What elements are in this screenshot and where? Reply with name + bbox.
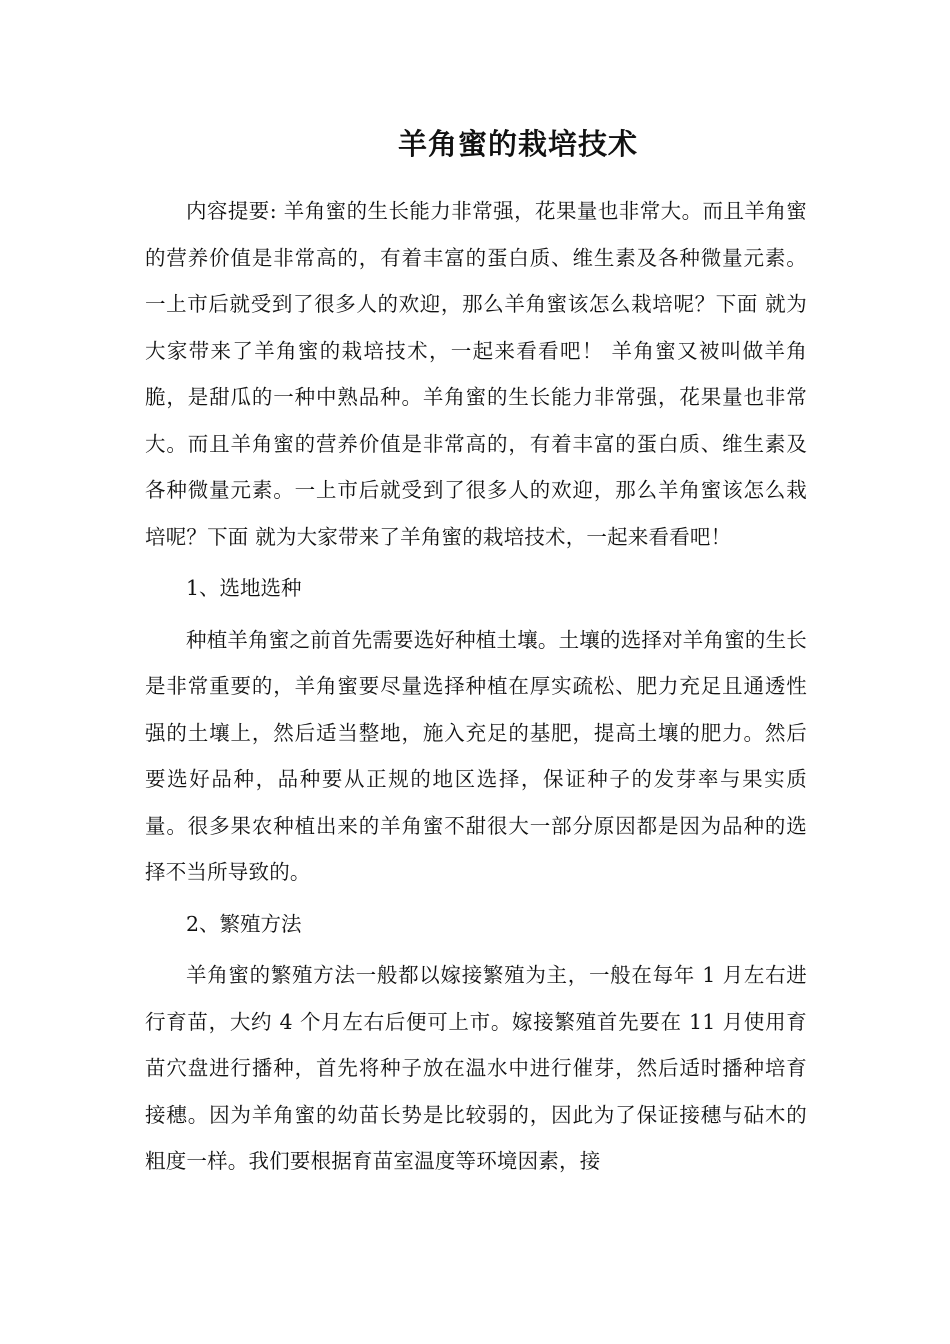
section-heading-1: 1、选地选种 — [186, 576, 302, 600]
section-heading-2: 2、繁殖方法 — [186, 911, 302, 936]
document-title: 羊角蜜的栽培技术 — [397, 127, 638, 161]
section-body-1: 种植羊角蜜之前首先需要选好种植土壤。土壤的选择对羊角蜜的生长是非常重要的，羊角蜜要尽量选择种植在厚实疏松、肥力充足且通透性强的土壤上，然后适当整地，施入充足的基肥，提高土壤的肥力。然后要选好品种，品种要从正规的地区选择，保证种子的发芽率与果实质量。很多果农种植出来的羊角蜜不甜很大一部分原因都是因为品种的选择不当所导致的。 — [145, 627, 807, 884]
intro-paragraph: 内容提要: 羊角蜜的生长能力非常强，花果量也非常大。而且羊角蜜的营养价值是非常高的，有着丰富的蛋白质、维生素及各种微量元素。一上市后就受到了很多人的欢迎，那么羊角蜜该怎么栽培呢？下面 就为大家带来了羊角蜜的栽培技术，一起来看看吧！ 羊角蜜又被叫做羊角脆，是甜瓜的一种中熟品种。羊角蜜的生长能力非常强，花果量也非常大。而且羊角蜜的营养价值是非常高的，有着丰富的蛋白质、维生素及各种微量元素。一上市后就受到了很多人的欢迎，那么羊角蜜该怎么栽培呢？下面 就为大家带来了羊角蜜的栽培技术，一起来看看吧！ — [145, 199, 807, 549]
section-body-2: 羊角蜜的繁殖方法一般都以嫁接繁殖为主，一般在每年 1 月左右进行育苗，大约 4 个月左右后便可上市。嫁接繁殖首先要在 11 月使用育苗穴盘进行播种，首先将种子放在温水中进行催芽，然后适时播种培育接穗。因为羊角蜜的幼苗长势是比较弱的，因此为了保证接穗与砧木的粗度一样。我们要根据育苗室温度等环境因素，接 — [145, 963, 807, 1173]
document-content — [145, 118, 807, 1185]
